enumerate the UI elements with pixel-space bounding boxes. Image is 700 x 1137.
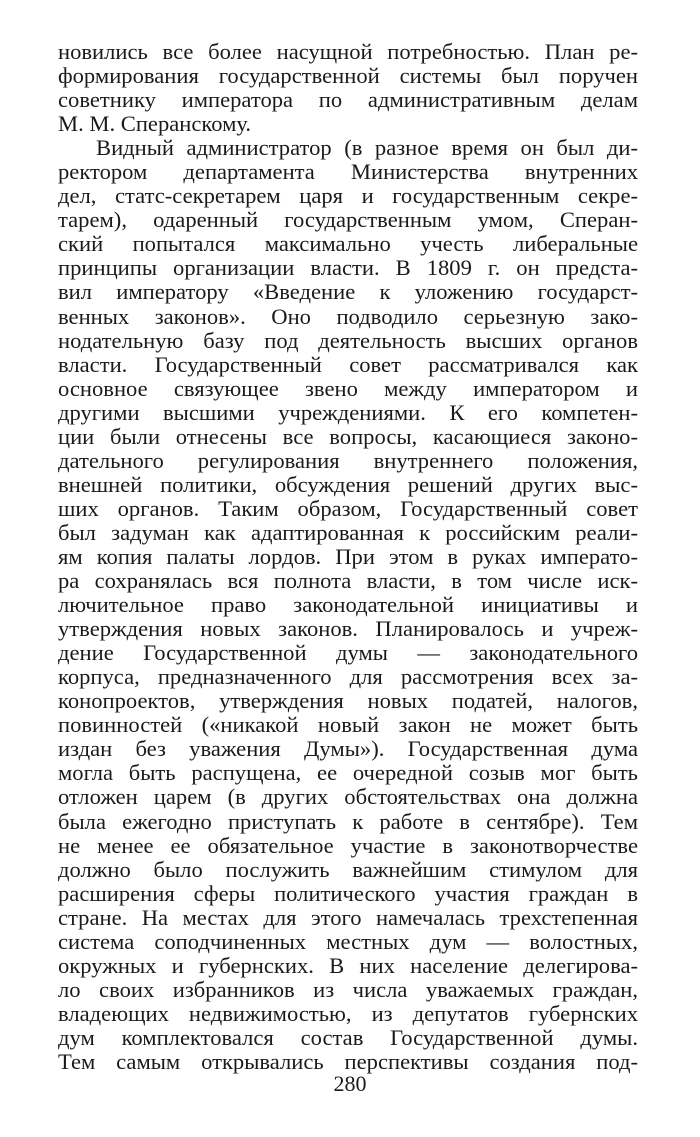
text-line: ский попытался максимально учесть либеральные xyxy=(58,232,638,257)
text-line: венных законов». Оно подводило серьезную зако- xyxy=(58,304,638,329)
text-line: формирования государственной системы был поручен xyxy=(58,64,638,89)
text-line: лючительное право законодательной инициативы и xyxy=(58,593,638,618)
text-line: повинностей («никакой новый закон не может быть xyxy=(58,713,638,738)
text-line: тарем), одаренный государственным умом, Сперан- xyxy=(58,208,638,233)
text-line: окружных и губернских. В них население делегирова- xyxy=(58,953,638,978)
text-line: должно было послужить важнейшим стимулом для xyxy=(58,857,638,882)
text-line: был задуман как адаптированная к российским реали- xyxy=(58,520,638,545)
text-line: дательного регулирования внутреннего положения, xyxy=(58,448,638,473)
page-number: 280 xyxy=(333,1071,367,1096)
page-text xyxy=(58,40,638,1074)
text-line: советнику императора по административным делам xyxy=(58,88,638,113)
text-line: ло своих избранников из числа уважаемых граждан, xyxy=(58,977,638,1002)
text-line: ции были отнесены все вопросы, касающиеся законо- xyxy=(58,424,638,449)
text-line: вил императору «Введение к уложению государст- xyxy=(58,280,638,305)
text-line: стране. На местах для этого намечалась трехстепенная xyxy=(58,905,638,930)
text-line: дел, статс-секретарем царя и государственным секре- xyxy=(58,184,638,209)
text-line: ям копия палаты лордов. При этом в руках императо- xyxy=(58,544,638,569)
text-line: была ежегодно приступать к работе в сентябре). Тем xyxy=(58,809,638,834)
text-line: власти. Государственный совет рассматривался как xyxy=(58,352,638,377)
text-line: М. М. Сперанскому. xyxy=(58,112,252,137)
text-line: утверждения новых законов. Планировалось и учреж- xyxy=(58,617,638,642)
text-line: владеющих недвижимостью, из депутатов губернских xyxy=(58,1001,638,1026)
text-line: Тем самым открывались перспективы создания под- xyxy=(58,1049,638,1074)
text-line: новились все более насущной потребностью. План ре- xyxy=(58,40,638,64)
text-line: издан без уважения Думы»). Государственная дума xyxy=(58,737,638,762)
text-line: ра сохранялась вся полнота власти, в том числе иск- xyxy=(58,569,638,594)
text-line: Видный администратор (в разное время он был ди- xyxy=(96,136,638,161)
text-line: основное связующее звено между императором и xyxy=(58,376,638,401)
text-line: могла быть распущена, ее очередной созыв мог быть xyxy=(58,761,638,786)
text-line: нодательную базу под деятельность высших органов xyxy=(58,328,638,353)
text-line: отложен царем (в других обстоятельствах она должна xyxy=(58,785,638,810)
text-line: принципы организации власти. В 1809 г. он предста- xyxy=(58,256,638,281)
text-line: дум комплектовался состав Государственной думы. xyxy=(58,1025,638,1050)
text-line: не менее ее обязательное участие в законотворчестве xyxy=(58,833,638,858)
text-line: система соподчиненных местных дум — волостных, xyxy=(58,929,638,954)
text-line: дение Государственной думы — законодательного xyxy=(58,641,638,666)
text-line: расширения сферы политического участия граждан в xyxy=(58,881,638,906)
text-line: корпуса, предназначенного для рассмотрения всех за- xyxy=(58,665,638,690)
text-line: внешней политики, обсуждения решений других выс- xyxy=(58,472,638,497)
text-line: другими высшими учреждениями. К его компетен- xyxy=(58,400,638,425)
text-line: ших органов. Таким образом, Государственный совет xyxy=(58,496,638,521)
text-line: конопроектов, утверждения новых податей, налогов, xyxy=(58,689,638,714)
text-line: ректором департамента Министерства внутренних xyxy=(58,160,638,185)
